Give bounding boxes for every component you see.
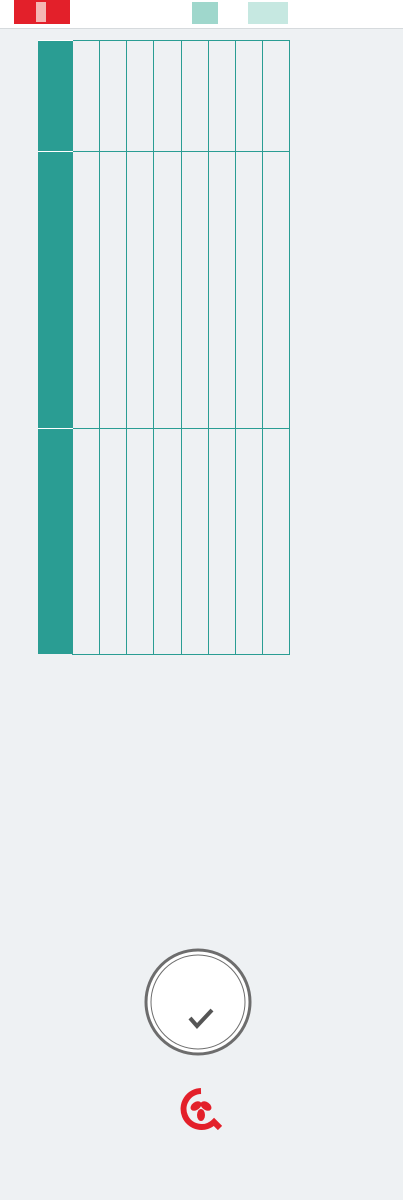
competence-badge-icon [142,946,254,1058]
nutrient-name [154,429,181,655]
table-row [100,41,127,655]
nutrient-amount [154,152,181,429]
table-row [181,41,208,655]
nutrient-nrv [262,41,289,152]
nutrient-nrv [73,41,100,152]
green-packaging-mark [192,2,218,24]
nutrient-nrv [208,41,235,152]
nutrition-panel [38,80,338,655]
green-packaging-mark-2 [248,2,288,24]
queisser-logo-icon [180,1088,222,1130]
nutrient-nrv [100,41,127,152]
nutrient-amount [235,152,262,429]
header-composition [38,429,73,655]
header-daily-portion [38,152,73,429]
nutrient-name [73,429,100,655]
nutrient-nrv [235,41,262,152]
nutrient-name [235,429,262,655]
nutrient-amount [262,152,289,429]
header-nrv [38,41,73,152]
package-top-strip [0,0,403,29]
table-header-row [38,41,73,655]
table-row [73,41,100,655]
nutrient-amount [208,152,235,429]
nutrient-amount [127,152,154,429]
table-row [208,41,235,655]
nutrient-amount [73,152,100,429]
table-row [127,41,154,655]
packaging-mark [36,2,46,22]
table-row [154,41,181,655]
nutrient-nrv [127,41,154,152]
table-row [262,41,289,655]
nutrient-amount [181,152,208,429]
nutrient-name [100,429,127,655]
nutrient-nrv [181,41,208,152]
nutrient-nrv [154,41,181,152]
nutrition-table [38,41,290,656]
nutrient-name [181,429,208,655]
nutrient-amount [100,152,127,429]
nutrition-panel-rotated [38,80,338,655]
nutrient-name [262,429,289,655]
nutrient-name [208,429,235,655]
table-row [235,41,262,655]
nutrient-name [127,429,154,655]
